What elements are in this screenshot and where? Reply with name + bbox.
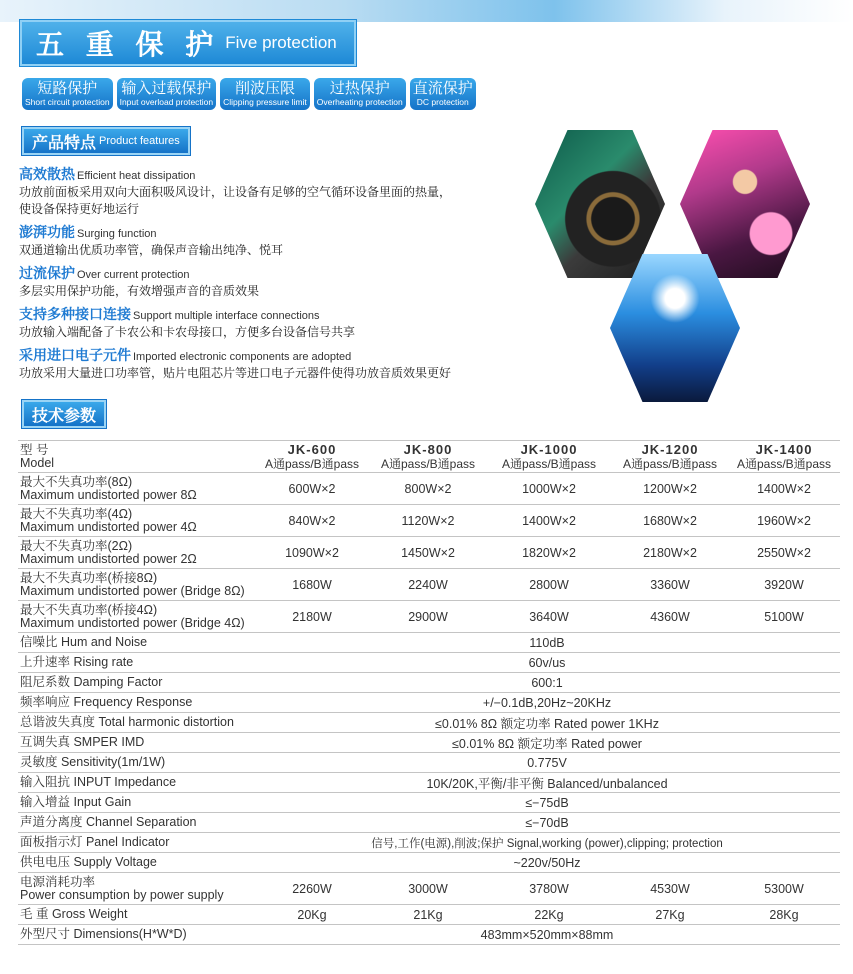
protection-badge: 直流保护 DC protection — [410, 78, 476, 110]
table-row: 总谐波失真度 Total harmonic distortion ≤0.01% 8Ω 额定功率 Rated power 1KHz — [18, 713, 840, 733]
table-row: 外型尺寸 Dimensions(H*W*D) 483mm×520mm×88mm — [18, 925, 840, 945]
table-row: 最大不失真功率(桥接4Ω) Maximum undistorted power (Bridge 4Ω) 2180W 2900W 3640W 4360W 5100W — [18, 601, 840, 633]
table-row: 输入增益 Input Gain ≤−75dB — [18, 793, 840, 813]
table-row: 输入阻抗 INPUT Impedance 10K/20K,平衡/非平衡 Balanced/unbalanced — [18, 773, 840, 793]
table-row: 最大不失真功率(8Ω) Maximum undistorted power 8Ω 600W×2 800W×2 1000W×2 1200W×2 1400W×2 — [18, 473, 840, 505]
feature-item: 采用进口电子元件 Imported electronic components are adopted 功放采用大量进口功率管，贴片电阻芯片等进口电子元器件使得功放音质效果更好 — [19, 348, 452, 380]
protection-badge: 削波压限 Clipping pressure limit — [220, 78, 310, 110]
table-row: 声道分离度 Channel Separation ≤−70dB — [18, 813, 840, 833]
table-row: 阻尼系数 Damping Factor 600:1 — [18, 673, 840, 693]
table-row: 互调失真 SMPER IMD ≤0.01% 8Ω 额定功率 Rated power — [18, 733, 840, 753]
feature-item: 澎湃功能 Surging function 双通道输出优质功率管，确保声音输出纯净、悦耳 — [19, 225, 284, 257]
protection-badge: 输入过载保护 Input overload protection — [117, 78, 217, 110]
protection-badges — [22, 78, 476, 110]
table-row: 供电电压 Supply Voltage ~220v/50Hz — [18, 853, 840, 873]
table-row: 灵敏度 Sensitivity(1m/1W) 0.775V — [18, 753, 840, 773]
table-row: 最大不失真功率(桥接8Ω) Maximum undistorted power (Bridge 8Ω) 1680W 2240W 2800W 3360W 3920W — [18, 569, 840, 601]
banner-title-en: Five protection — [225, 33, 337, 52]
feature-item: 过流保护 Over current protection 多层实用保护功能，有效增强声音的音质效果 — [19, 266, 260, 298]
table-row: 电源消耗功率 Power consumption by power supply 2260W 3000W 3780W 4530W 5300W — [18, 873, 840, 905]
protection-badge: 过热保护 Overheating protection — [314, 78, 406, 110]
protection-badge: 短路保护 Short circuit protection — [22, 78, 113, 110]
table-row: 型 号 Model JK-600 A通pass/B通pass JK-800 A通pass/B通pass JK-1000 A通pass/B通pass JK-1200 A通pass/B通pass JK-1400 A通pass/B通pass — [18, 441, 840, 473]
feature-list — [19, 164, 519, 386]
feature-item: 支持多种接口连接 Support multiple interface connections 功放输入端配备了卡农公和卡农母接口，方便多台设备信号共享 — [19, 307, 356, 339]
technical-parameters-heading: 技术参数 — [22, 400, 106, 428]
spec-table — [18, 440, 840, 945]
table-row: 频率响应 Frequency Response +/−0.1dB,20Hz~20KHz — [18, 693, 840, 713]
product-features-heading: 产品特点 Product features — [22, 127, 190, 155]
five-protection-banner — [20, 20, 356, 66]
feature-item: 高效散热 Efficient heat dissipation 功放前面板采用双向大面积吸风设计，让设备有足够的空气循环设备里面的热量， 使设备保持更好地运行 — [19, 167, 452, 216]
banner-title-cn: 五 重 保 护 — [36, 28, 220, 61]
table-row: 最大不失真功率(2Ω) Maximum undistorted power 2Ω 1090W×2 1450W×2 1820W×2 2180W×2 2550W×2 — [18, 537, 840, 569]
table-row: 上升速率 Rising rate 60v/us — [18, 653, 840, 673]
table-row: 信噪比 Hum and Noise 110dB — [18, 633, 840, 653]
product-photo-collage — [535, 130, 845, 400]
table-row: 面板指示灯 Panel Indicator 信号,工作(电源),削波;保护 Signal,working (power),clipping; protection — [18, 833, 840, 853]
top-decorative-band — [0, 0, 853, 22]
table-row: 最大不失真功率(4Ω) Maximum undistorted power 4Ω 840W×2 1120W×2 1400W×2 1680W×2 1960W×2 — [18, 505, 840, 537]
table-row: 毛 重 Gross Weight 20Kg 21Kg 22Kg 27Kg 28Kg — [18, 905, 840, 925]
